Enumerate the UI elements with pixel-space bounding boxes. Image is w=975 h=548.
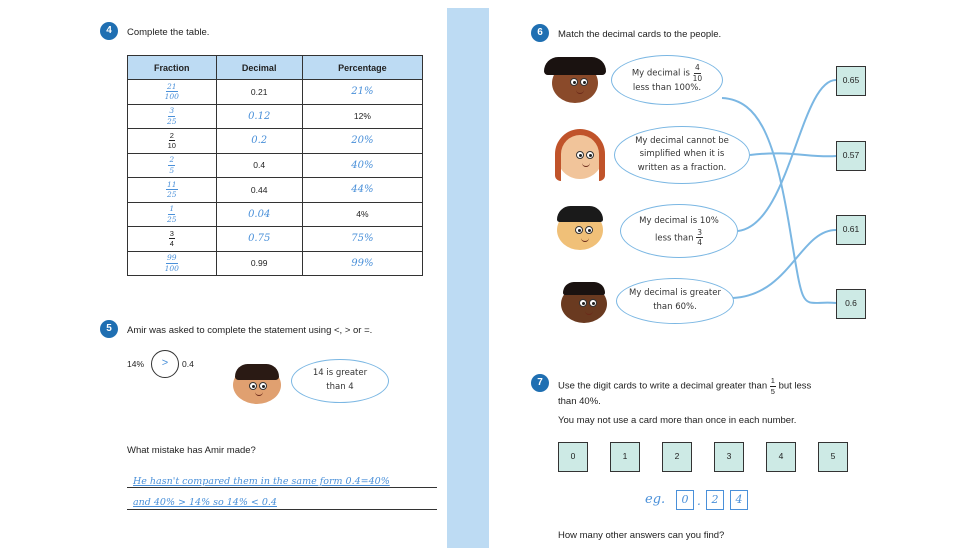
bubble-2-line2: simplified when it is xyxy=(639,149,725,160)
decimal-cell: 0.75 xyxy=(216,227,302,252)
person-3-eye-right xyxy=(585,226,593,234)
fraction-value: $\frac{1}{25}$ xyxy=(167,204,177,224)
bubble-2-line3: written as a fraction. xyxy=(637,162,727,173)
digit-card-2[interactable]: 2 xyxy=(662,442,692,472)
answer-digit-1: 0 xyxy=(676,490,694,510)
person-3-hair xyxy=(557,206,603,222)
q7-instruction-c: than 40%. xyxy=(558,396,601,407)
amir-bubble-line2: than 4 xyxy=(326,382,354,392)
comparison-circle: > xyxy=(151,350,179,378)
person-1-mouth xyxy=(576,90,584,94)
digit-card-3[interactable]: 3 xyxy=(714,442,744,472)
digit-card-5[interactable]: 5 xyxy=(818,442,848,472)
decimal-cell: 0.4 xyxy=(216,153,302,178)
person-4-eye-right xyxy=(589,299,597,307)
person-1-eye-right xyxy=(580,78,588,86)
person-4-hair xyxy=(563,282,605,295)
percentage-cell: 40% xyxy=(302,153,422,178)
digit-card-0[interactable]: 0 xyxy=(558,442,588,472)
person-1-hair xyxy=(544,57,606,75)
decimal-card-4[interactable]: 0.6 xyxy=(836,289,866,319)
statement-right: 0.4 xyxy=(182,359,194,369)
question-7-rule: You may not use a card more than once in each number. xyxy=(558,415,797,426)
decimal-card-1[interactable]: 0.65 xyxy=(836,66,866,96)
digit-card-4[interactable]: 4 xyxy=(766,442,796,472)
answer-decimal-point: . xyxy=(697,494,701,508)
percentage-cell: 21% xyxy=(302,80,422,105)
answer-digit-3: 4 xyxy=(730,490,748,510)
question-7-instruction xyxy=(558,377,811,409)
q7-fraction: $\frac{1}{5}$ xyxy=(770,376,775,396)
header-decimal: Decimal xyxy=(216,56,302,80)
person-4-eye-left xyxy=(579,299,587,307)
fraction-value: $\frac{11}{25}$ xyxy=(167,179,177,200)
percentage-cell: 44% xyxy=(302,178,422,203)
percentage-cell: 12% xyxy=(302,104,422,129)
header-percentage: Percentage xyxy=(302,56,422,80)
answer-digit-2: 2 xyxy=(706,490,724,510)
bubble-3-line1: My decimal is 10% xyxy=(639,216,719,227)
bubble-3-line2: less than xyxy=(655,233,694,244)
decimal-card-3[interactable]: 0.61 xyxy=(836,215,866,245)
question-6-instruction: Match the decimal cards to the people. xyxy=(558,29,722,40)
person-2-bubble xyxy=(614,126,750,184)
fraction-value: $\frac{21}{100}$ xyxy=(164,81,179,102)
decimal-cell: 0.21 xyxy=(216,80,302,105)
bubble-3-fraction: $\frac{3}{4}$ xyxy=(697,227,702,248)
fraction-value: $\frac{99}{100}$ xyxy=(164,253,179,273)
fraction-value: $\frac{3}{4}$ xyxy=(169,228,174,249)
decimal-cell: 0.2 xyxy=(216,129,302,154)
decimal-cell: 0.12 xyxy=(216,104,302,129)
bubble-4-line2: than 60%. xyxy=(653,302,697,312)
digit-card-1[interactable]: 1 xyxy=(610,442,640,472)
q7-instruction-a: Use the digit cards to write a decimal greater than xyxy=(558,380,768,392)
statement-left: 14% xyxy=(127,359,145,369)
fraction-value: $\frac{2}{10}$ xyxy=(167,130,176,151)
person-3-eye-left xyxy=(575,226,583,234)
question-4-badge: 4 xyxy=(100,22,118,40)
question-5-instruction: Amir was asked to complete the statement using <, > or =. xyxy=(127,325,373,336)
bubble-1-fraction: $\frac{4}{10}$ xyxy=(692,63,703,83)
bubble-2-line1: My decimal cannot be xyxy=(635,135,729,146)
question-6-badge: 6 xyxy=(531,24,549,42)
question-4-instruction: Complete the table. xyxy=(127,27,210,38)
person-3-mouth xyxy=(581,238,589,242)
match-line-1 xyxy=(722,98,836,303)
fraction-value: $\frac{2}{5}$ xyxy=(169,155,175,175)
decimal-cell: 0.04 xyxy=(216,202,302,227)
bubble-1-line1: My decimal is xyxy=(631,68,690,79)
decimal-cell: 0.99 xyxy=(216,251,302,276)
fraction-value: $\frac{3}{25}$ xyxy=(167,106,177,126)
bubble-4-line1: My decimal is greater xyxy=(629,288,721,299)
person-1-bubble xyxy=(611,55,723,105)
amir-bubble-line1: 14 is greater xyxy=(312,368,368,379)
percentage-cell: 4% xyxy=(302,202,422,227)
person-2-eye-left xyxy=(576,151,584,159)
match-line-4 xyxy=(733,230,836,298)
decimal-cell: 0.44 xyxy=(216,178,302,203)
percentage-cell: 99% xyxy=(302,251,422,276)
person-2-eye-right xyxy=(586,151,594,159)
q7-instruction-b: but less xyxy=(778,380,812,392)
percentage-cell: 75% xyxy=(302,227,422,252)
question-7-final: How many other answers can you find? xyxy=(558,530,725,541)
answer-line-1: He hasn't compared them in the same form 0.4=40% xyxy=(133,476,390,487)
person-1-face xyxy=(552,63,598,103)
person-4-bubble xyxy=(616,278,734,324)
question-7-badge: 7 xyxy=(531,374,549,392)
percentage-cell: 20% xyxy=(302,129,422,154)
example-label: eg. xyxy=(645,492,666,507)
person-1-eye-left xyxy=(570,78,578,86)
person-4-mouth xyxy=(585,311,593,315)
answer-line-2: and 40% > 14% so 14% < 0.4 xyxy=(133,497,277,508)
header-fraction: Fraction xyxy=(128,56,217,80)
person-3-face xyxy=(557,210,603,250)
person-3-bubble xyxy=(620,204,738,258)
person-2-face xyxy=(557,133,603,179)
question-5-prompt: What mistake has Amir made? xyxy=(127,445,256,456)
bubble-1-line2: less than 100%. xyxy=(632,83,702,94)
person-4-face xyxy=(561,285,607,323)
question-5-badge: 5 xyxy=(100,320,118,338)
decimal-card-2[interactable]: 0.57 xyxy=(836,141,866,171)
